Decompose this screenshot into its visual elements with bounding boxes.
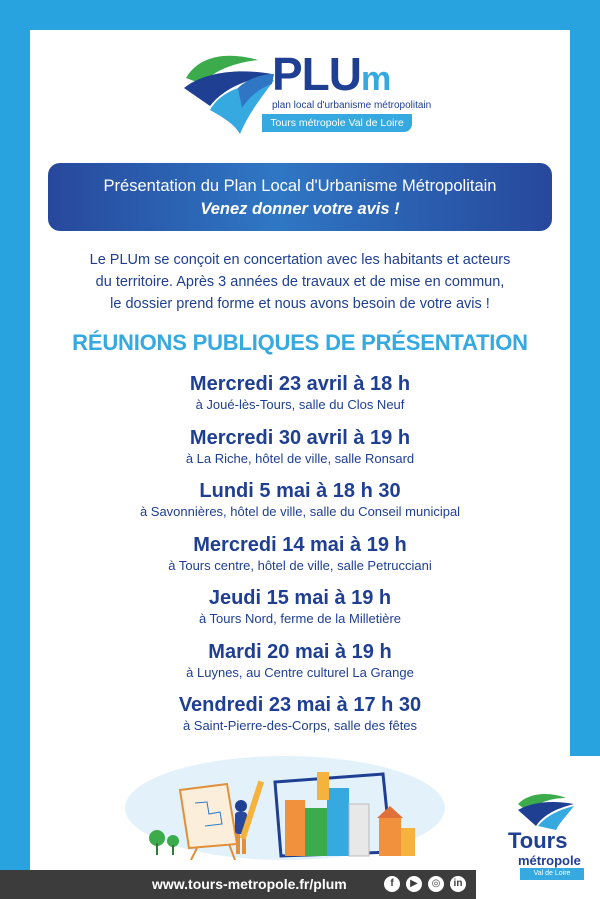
headline-banner <box>48 163 552 231</box>
easel-board-icon <box>180 784 237 848</box>
meeting-item <box>30 693 570 747</box>
meeting-item <box>30 479 570 533</box>
meeting-date: Mercredi 30 avril à 19 h <box>189 426 411 449</box>
meeting-item <box>30 372 570 426</box>
building-icon <box>285 800 305 856</box>
meeting-date: Mercredi 23 avril à 18 h <box>189 373 411 395</box>
meeting-place: à Savonnières, hôtel de ville, salle du Conseil municipal <box>139 504 461 519</box>
corner-logo-tours: Tours <box>508 828 568 853</box>
instagram-icon[interactable]: ◎ <box>428 876 444 892</box>
plum-band: Tours métropole Val de Loire <box>262 114 412 132</box>
meeting-place: à Tours Nord, ferme de la Milletière <box>198 611 402 626</box>
meetings-list <box>30 372 570 747</box>
corner-logo-band: Val de Loire <box>520 868 584 880</box>
meeting-date: Lundi 5 mai à 18 h 30 <box>199 480 401 502</box>
building-icon <box>379 818 401 856</box>
facebook-icon[interactable]: f <box>384 876 400 892</box>
meeting-date: Mardi 20 mai à 19 h <box>208 640 392 663</box>
meeting-place: à Saint-Pierre-des-Corps, salle des fêtes <box>182 718 418 733</box>
section-title: RÉUNIONS PUBLIQUES DE PRÉSENTATION <box>72 330 528 355</box>
banner-subtitle: Venez donner votre avis ! <box>200 200 400 218</box>
intro-line: le dossier prend forme et nous avons besoin de votre avis ! <box>110 296 490 312</box>
meeting-item <box>30 426 570 480</box>
website-link[interactable]: www.tours-metropole.fr/plum <box>152 876 347 892</box>
intro-paragraph <box>40 249 560 315</box>
corner-logo-metropole: métropole <box>518 853 581 868</box>
plum-wordmark: PLUm <box>272 48 391 100</box>
meeting-date: Jeudi 15 mai à 19 h <box>208 587 392 609</box>
building-icon <box>305 808 327 856</box>
intro-line: du territoire. Après 3 années de travaux et de mise en commun, <box>95 274 505 290</box>
youtube-icon[interactable]: ▶ <box>406 876 422 892</box>
meeting-date: Vendredi 23 mai à 17 h 30 <box>178 694 422 716</box>
banner-title: Présentation du Plan Local d'Urbanisme Métropolitain <box>103 177 497 195</box>
intro-line: Le PLUm se conçoit en concertation avec les habitants et acteurs <box>89 252 511 268</box>
meeting-item <box>30 586 570 640</box>
plum-subtitle: plan local d'urbanisme métropolitain <box>272 100 432 111</box>
meeting-place: à Joué-lès-Tours, salle du Clos Neuf <box>195 397 405 412</box>
building-icon <box>349 804 369 856</box>
building-icon <box>401 828 415 856</box>
meeting-item <box>30 640 570 694</box>
meeting-place: à La Riche, hôtel de ville, salle Ronsard <box>185 450 415 466</box>
building-icon <box>317 772 329 800</box>
tours-metropole-logo <box>476 756 600 899</box>
meeting-place: à Luynes, au Centre culturel La Grange <box>186 664 414 680</box>
linkedin-icon[interactable]: in <box>450 876 466 892</box>
meeting-place: à Tours centre, hôtel de ville, salle Petrucciani <box>168 557 432 573</box>
building-icon <box>327 788 349 856</box>
meeting-item <box>30 533 570 587</box>
meeting-date: Mercredi 14 mai à 19 h <box>193 533 407 556</box>
plum-logo <box>180 48 432 138</box>
urban-planning-illustration <box>125 748 445 860</box>
tours-metropole-mark-icon <box>516 790 576 830</box>
planner-person-icon <box>235 800 247 812</box>
